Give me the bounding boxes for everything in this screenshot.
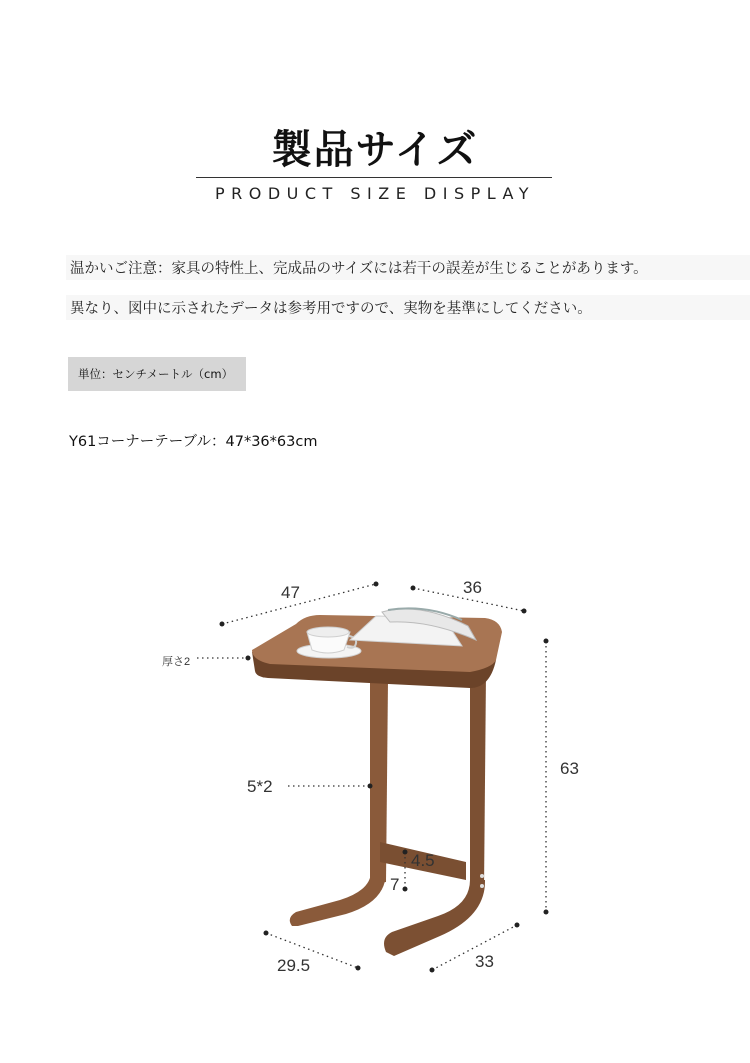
model-dimensions: Y61コーナーテーブル：47*36*63cm (69, 434, 318, 450)
notice-line-1: 温かいご注意：家具の特性上、完成品のサイズには若干の誤差が生じることがあります。 (66, 255, 750, 280)
dim-base-left-label: 29.5 (277, 956, 311, 975)
notice-line-2: 異なり、図中に示されたデータは参考用ですので、実物を基準にしてください。 (66, 295, 750, 320)
dim-width-label: 47 (281, 583, 300, 602)
magazine-illustration (350, 608, 476, 646)
dim-crossbar-height-label: 4.5 (411, 851, 435, 870)
table-frame (290, 672, 486, 956)
page-subtitle: PRODUCT SIZE DISPLAY (214, 184, 536, 203)
page-title: 製品サイズ (271, 127, 479, 173)
dim-crossbar-offset-label: 7 (390, 875, 400, 894)
dim-thickness-label: 厚さ2 (162, 656, 191, 668)
dim-leg-section-label: 5*2 (247, 777, 273, 796)
dim-height-label: 63 (560, 759, 579, 778)
dim-base-right-label: 33 (475, 952, 494, 971)
dim-depth-label: 36 (463, 578, 482, 597)
unit-label: 単位：センチメートル（cm） (68, 357, 246, 391)
